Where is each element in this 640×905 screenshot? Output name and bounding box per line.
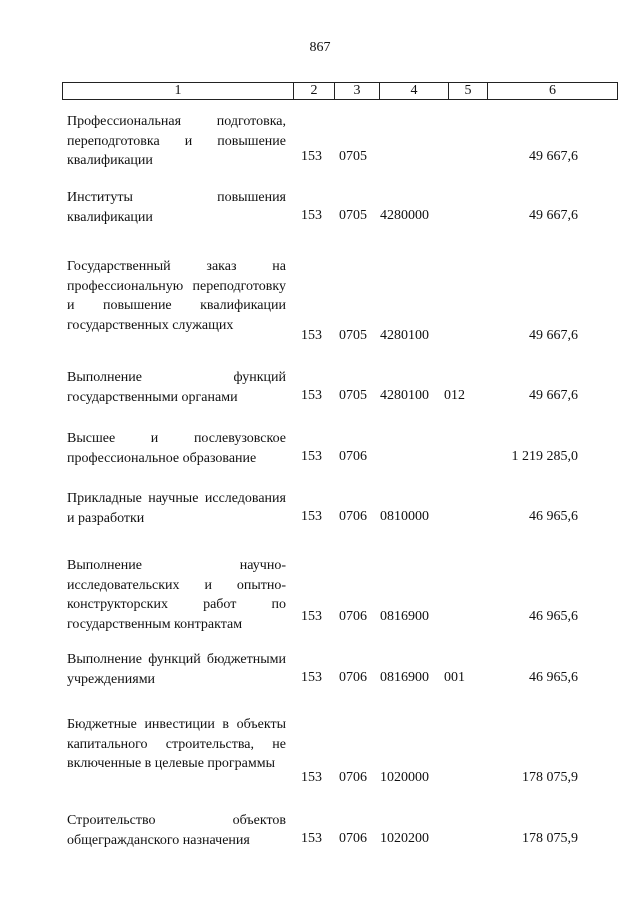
row-name: Институты повышения квалификации <box>67 190 286 225</box>
row-amount: 46 965,6 <box>529 609 578 624</box>
row-code-3: 0706 <box>339 770 367 785</box>
row-code-2: 153 <box>301 609 322 624</box>
row-code-4: 4280000 <box>380 208 429 223</box>
row-amount: 46 965,6 <box>529 509 578 524</box>
header-col-3: 3 <box>335 83 380 99</box>
row-code-4: 0816900 <box>380 670 429 685</box>
row-code-3: 0706 <box>339 449 367 464</box>
row-name: Государственный заказ на профессиональную переподготовку и повышение квалификации государственных служащих <box>67 259 286 333</box>
row-code-2: 153 <box>301 328 322 343</box>
header-col-2: 2 <box>294 83 335 99</box>
table-header <box>62 82 618 100</box>
header-col-4: 4 <box>380 83 449 99</box>
row-code-4: 4280100 <box>380 388 429 403</box>
row-name: Выполнение функций государственными органами <box>67 370 286 405</box>
row-code-3: 0706 <box>339 509 367 524</box>
row-code-4: 1020200 <box>380 831 429 846</box>
row-code-4: 1020000 <box>380 770 429 785</box>
row-amount: 46 965,6 <box>529 670 578 685</box>
row-name: Профессиональная подготовка, переподготовка и повышение квалификации <box>67 114 286 169</box>
row-code-2: 153 <box>301 831 322 846</box>
row-name: Строительство объектов общегражданского назначения <box>67 813 286 848</box>
row-code-3: 0705 <box>339 388 367 403</box>
row-code-3: 0706 <box>339 609 367 624</box>
row-code-5: 001 <box>444 670 465 685</box>
row-amount: 178 075,9 <box>522 831 578 846</box>
row-amount: 49 667,6 <box>529 149 578 164</box>
row-name: Высшее и послевузовское профессиональное образование <box>67 431 286 466</box>
row-amount: 49 667,6 <box>529 388 578 403</box>
row-amount: 49 667,6 <box>529 208 578 223</box>
row-name: Выполнение научно-исследовательских и опытно-конструкторских работ по государственным контрактам <box>67 558 286 632</box>
header-col-5: 5 <box>449 83 488 99</box>
row-code-2: 153 <box>301 388 322 403</box>
row-name: Бюджетные инвестиции в объекты капитального строительства, не включенные в целевые программы <box>67 717 286 772</box>
row-name: Прикладные научные исследования и разработки <box>67 491 286 526</box>
page-number: 867 <box>309 40 331 55</box>
row-code-3: 0706 <box>339 670 367 685</box>
row-code-2: 153 <box>301 770 322 785</box>
row-code-2: 153 <box>301 449 322 464</box>
row-code-4: 0816900 <box>380 609 429 624</box>
row-amount: 1 219 285,0 <box>511 449 578 464</box>
row-code-2: 153 <box>301 149 322 164</box>
header-col-6: 6 <box>549 83 556 98</box>
row-code-2: 153 <box>301 670 322 685</box>
row-code-2: 153 <box>301 509 322 524</box>
header-col-1: 1 <box>63 83 294 99</box>
row-code-4: 0810000 <box>380 509 429 524</box>
row-amount: 178 075,9 <box>522 770 578 785</box>
row-code-3: 0705 <box>339 149 367 164</box>
row-code-2: 153 <box>301 208 322 223</box>
row-code-4: 4280100 <box>380 328 429 343</box>
row-code-3: 0705 <box>339 208 367 223</box>
row-code-5: 012 <box>444 388 465 403</box>
row-code-3: 0705 <box>339 328 367 343</box>
row-name: Выполнение функций бюджетными учреждениями <box>67 652 286 687</box>
row-amount: 49 667,6 <box>529 328 578 343</box>
row-code-3: 0706 <box>339 831 367 846</box>
